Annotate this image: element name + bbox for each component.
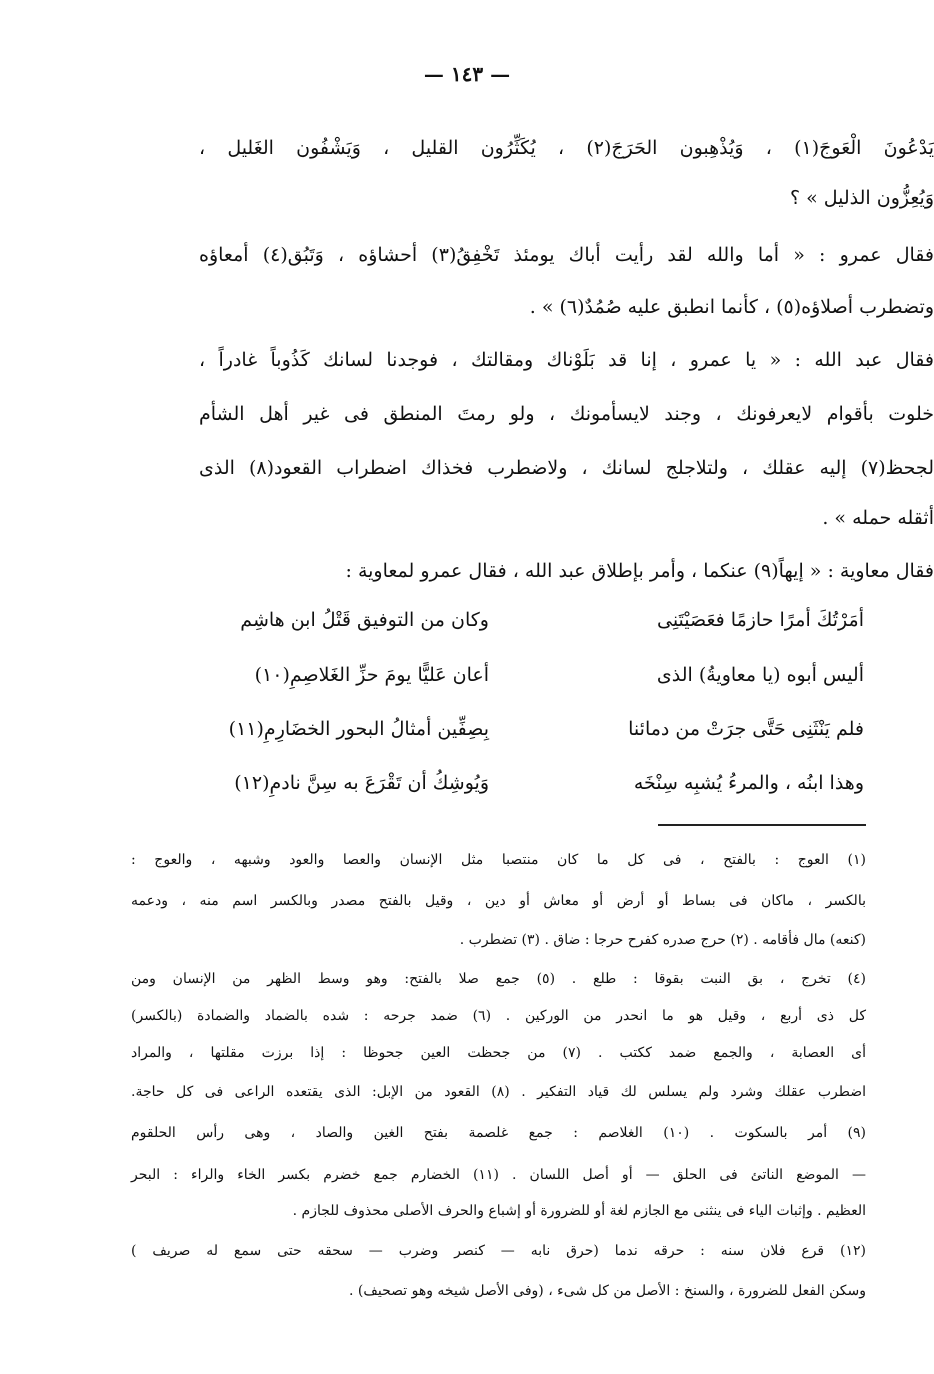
footnote-separator <box>658 824 866 826</box>
footnote-line: العظيم . وإثبات الياء فى ينثنى مع الجازم لغة أو للضرورة أو إشباع والحرف الأصلى محذوف للجازم . <box>292 1203 866 1219</box>
footnote-line: — الموضع الناتئ فى الحلق — أو أصل اللسان . (١١) الخضارم جمع خضرم بكسر الخاء والراء : البحر <box>131 1167 866 1183</box>
body-line: وَيُعِزُّون الذليل » ؟ <box>789 187 934 209</box>
body-line: وتضطرب أصلاؤه(٥) ، كأنما انطبق عليه صُمُدٌ(٦) » . <box>529 296 934 318</box>
footnote-line: (٩) أمر بالسكوت . (١٠) الغلاصم : جمع غلصمة بفتح الغين والصاد ، وهى رأس الحلقوم <box>131 1125 866 1141</box>
verse-second-hemistich: وَيُوشِكُ أن تَقْرَعَ به سِنَّ نادمِ(١٢) <box>234 772 489 794</box>
footnote-line: (٤) تخرج ، بق النبت بقوقا : طلع . (٥) جمع صلا بالفتح: وهو وسط الظهر من الإنسان ومن <box>131 971 866 987</box>
footnote-line: بالكسر ، ماكان فى بساط أو أرض أو معاش أو دين ، وقيل بالفتح مصدر وبالكسر اسم منه ، ودعمه <box>131 893 866 909</box>
page-number: — ١٤٣ — <box>423 62 511 86</box>
footnote-line: وسكن الفعل للضرورة ، والسنخ : الأصل من كل شىء ، (وفى الأصل شيخه وهو تصحيف) . <box>348 1283 866 1299</box>
verse-line <box>134 714 864 744</box>
footnote-line: (١٢) قرع فلان سنه : حرقه ندما (حرق نابه — كنصر وضرب — سحقه حتى سمع له صريف ) <box>131 1243 866 1259</box>
verse-line <box>134 768 864 798</box>
body-line: فقال عمرو : « أما والله لقد رأيت أباك يومئذ تَخْفِقُ(٣) أحشاؤه ، وَتَبُق(٤) أمعاؤه <box>199 244 934 266</box>
verse-second-hemistich: أعان عَليًّا يومَ حزِّ الغَلاصِمِ(١٠) <box>254 664 489 686</box>
verse-first-hemistich: أليس أبوه (يا معاويةُ) الذى <box>656 664 864 686</box>
body-line: فقال معاوية : « إيهاً(٩) عنكما ، وأمر بإطلاق عبد الله ، فقال عمرو لمعاوية : <box>345 560 934 582</box>
verse-first-hemistich: أمَرْتُكَ أمرًا حازمًا فعَصَيْتَنِى <box>656 609 864 631</box>
footnote-line: أى العصابة ، والجمع ضمد ككتب . (٧) من جحظت العين جحوظا : إذا برزت مقلتها ، والمراد <box>131 1045 866 1061</box>
verse-line <box>134 605 864 635</box>
verse-first-hemistich: فلم يَنْثَنِى حَتَّى جرَتْ من دمائنا <box>628 718 864 740</box>
verse-line <box>134 660 864 690</box>
footnote-line: (١) العوج : بالفتح ، فى كل ما كان منتصبا مثل الإنسان والعصا والعود وشبهه ، والعوج : <box>131 852 866 868</box>
footnote-line: (كنعه) مال فأقامه . (٢) حرج صدره كفرح حرجا : ضاق . (٣) تضطرب . <box>459 932 866 948</box>
footnote-line: اضطرب عقلك وشرد ولم يسلس لك قياد التفكير . (٨) القعود من الإبل: الذى يقتعده الراعى فى كل حاجة. <box>131 1084 866 1100</box>
verse-second-hemistich: بِصِفِّين أمثالُ البحور الخضَارِمِ(١١) <box>228 718 489 740</box>
verse-first-hemistich: وهذا ابنُه ، والمرءُ يُشبِه سِنْخَه <box>633 772 864 794</box>
footnote-line: كل ذى أربع ، وقيل هو ما انحدر من الوركين . (٦) ضمد جرحه : شده بالضماد والضمادة (بالكسر) <box>131 1008 866 1024</box>
body-line: أثقله حمله » . <box>822 507 934 529</box>
body-line: خلوت بأقوام لايعرفونك ، وجند لايسأمونك ، ولو رمتَ المنطق فى غير أهل الشأم <box>199 403 934 425</box>
body-line: لجحظ(٧) إليه عقلك ، ولتلاجلج لسانك ، ولاضطرب فخذاك اضطراب القعود(٨) الذى <box>199 457 934 479</box>
body-line: يَدْعُونَ الْعَوجَ(١) ، وَيُذْهِبون الحَرَجَ(٢) ، يُكَثِّرُون القليل ، وَيَشْفُون الغَليل ، <box>199 137 934 159</box>
verse-second-hemistich: وكان من التوفيق قَتْلُ ابن هاشِم <box>240 609 489 631</box>
body-line: فقال عبد الله : « يا عمرو ، إنا قد بَلَوْناك ومقالتك ، فوجدنا لسانك كَذُوباً غادراً ، <box>199 349 934 371</box>
